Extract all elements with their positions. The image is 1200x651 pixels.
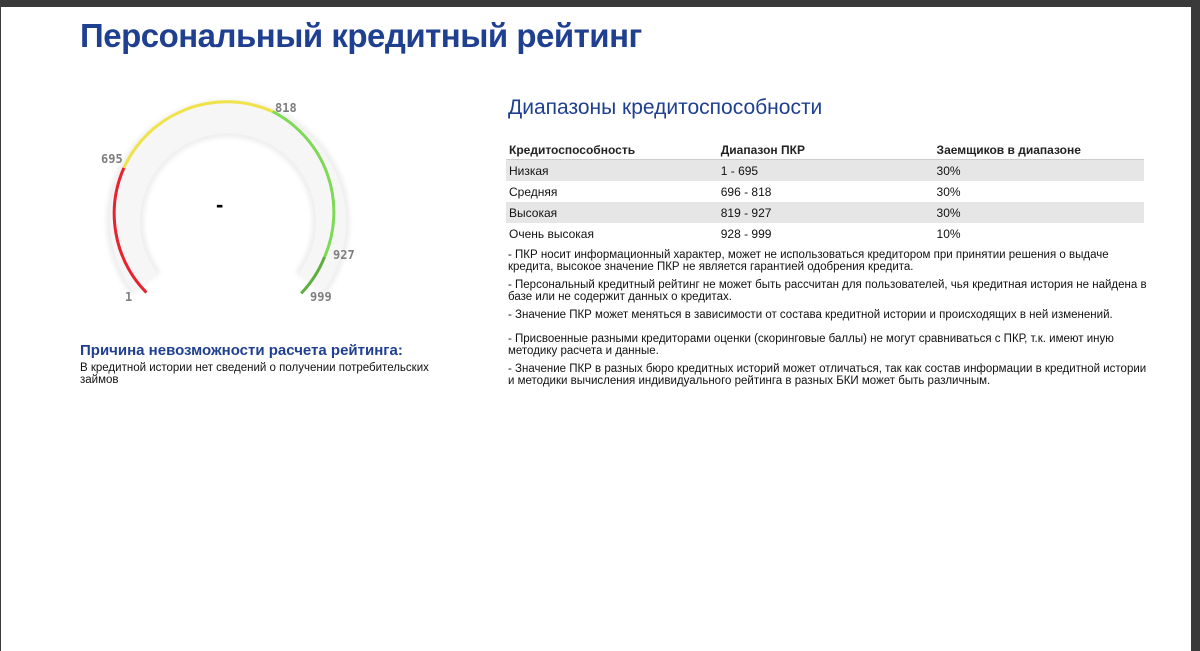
credit-score-gauge xyxy=(85,92,385,312)
gauge-tick-label: 927 xyxy=(333,248,355,262)
table-row xyxy=(506,223,1144,244)
note-item: - Персональный кредитный рейтинг не может быть рассчитан для пользователей, чья кредитная история не найдена в базе или не содержит данных о кредитах. xyxy=(508,279,1147,303)
table-cell: Высокая xyxy=(506,202,718,223)
table-row xyxy=(506,160,1144,182)
table-cell: 819 - 927 xyxy=(718,202,934,223)
note-item: - Значение ПКР может меняться в зависимости от состава кредитной истории и происходящих в ней изменений. xyxy=(508,309,1113,321)
gauge-tick-label: 999 xyxy=(310,290,332,304)
table-cell: 30% xyxy=(934,202,1144,223)
table-row xyxy=(506,181,1144,202)
table-cell: 696 - 818 xyxy=(720,185,772,199)
reason-title: Причина невозможности расчета рейтинга: xyxy=(80,342,403,359)
table-cell: 30% xyxy=(934,160,1144,182)
table-cell: 928 - 999 xyxy=(720,227,772,241)
table-cell: Средняя xyxy=(509,185,558,199)
page-title: Персональный кредитный рейтинг xyxy=(80,17,642,54)
ranges-title: Диапазоны кредитоспособности xyxy=(508,96,823,119)
note-item: - ПКР носит информационный характер, может не использоваться кредитором при принятии решения о выдаче кредита, высокое значение ПКР не является гарантией одобрения кредита. xyxy=(508,249,1109,273)
notes-list xyxy=(508,249,1148,393)
column-header: Заемщиков в диапазоне xyxy=(934,140,1144,160)
gauge-tick-label: 818 xyxy=(275,101,297,115)
column-header: Кредитоспособность xyxy=(506,140,718,160)
table-cell: 1 - 695 xyxy=(718,160,934,182)
window-top-border xyxy=(0,0,1200,7)
column-header: Диапазон ПКР xyxy=(718,140,934,160)
table-row xyxy=(506,202,1144,223)
note-item: - Присвоенные разными кредиторами оценки (скоринговые баллы) не могут сравниваться с ПКР, т.к. имеют иную методику расчета и данные. xyxy=(508,333,1114,357)
reason-text: В кредитной истории нет сведений о получении потребительских займов xyxy=(80,362,429,386)
table-cell: Низкая xyxy=(506,160,718,182)
gauge-value: - xyxy=(216,192,224,217)
window-right-border xyxy=(1191,0,1200,651)
note-item: - Значение ПКР в разных бюро кредитных историй может отличаться, так как состав информации в кредитной истории и методики вычисления индивидуального рейтинга в разных БКИ может быть различным. xyxy=(508,363,1147,387)
credit-ranges-table xyxy=(506,140,1144,244)
table-cell: 10% xyxy=(936,227,961,241)
table-cell: Очень высокая xyxy=(509,227,594,241)
gauge-svg xyxy=(85,92,385,312)
gauge-tick-label: 695 xyxy=(101,152,123,166)
gauge-track-inner xyxy=(125,118,331,283)
window-left-border xyxy=(0,0,1,651)
gauge-tick-label: 1 xyxy=(125,290,133,304)
table-cell: 30% xyxy=(936,185,961,199)
table-header-row xyxy=(506,140,1144,160)
